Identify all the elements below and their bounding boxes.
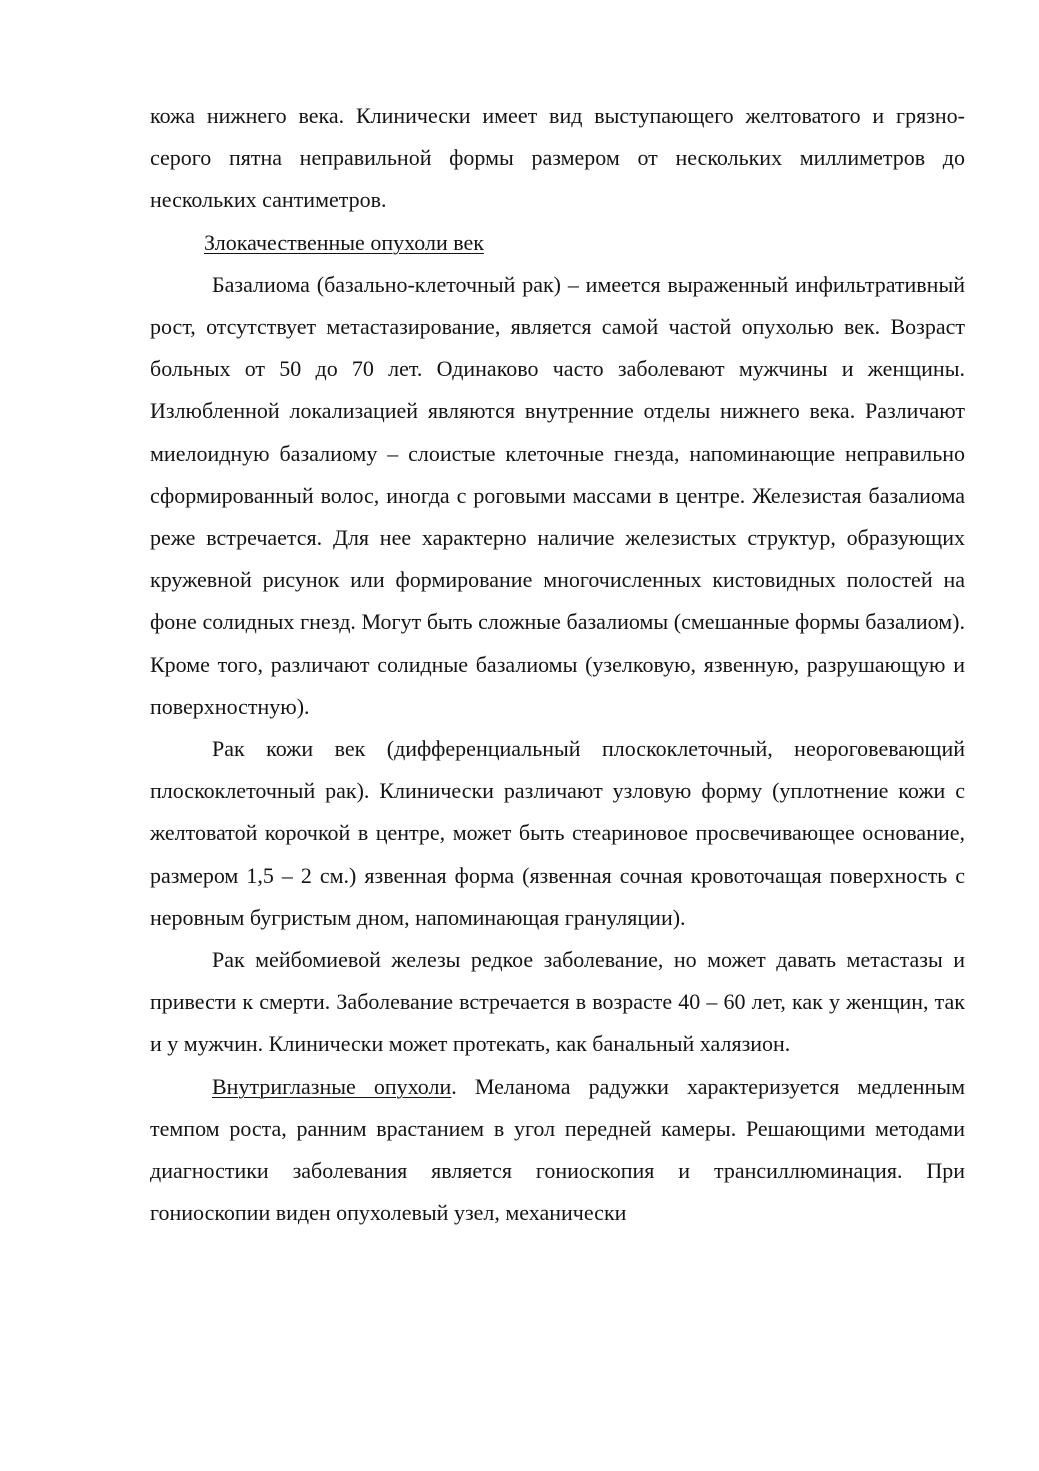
paragraph-meibomian-gland-cancer: Рак мейбомиевой железы редкое заболевание, но может давать метастазы и привести к смерти. Заболевание встречается в возрасте 40 – 60 лет, как у женщин, так и у мужчин. Клинически может протекать, как банальный халязион. [150,947,965,1057]
paragraph-eyelid-skin-cancer: Рак кожи век (дифференциальный плоскоклеточный, неороговевающий плоскоклеточный рак). Клинически различают узловую форму (уплотнение кожи с желтоватой корочкой в центре, может быть стеариновое просвечивающее основание, размером 1,5 – 2 см.) язвенная форма (язвенная сочная кровоточащая поверхность с неровным бугристым дном, напоминающая грануляции). [150,736,965,930]
document-text [150,95,965,1234]
paragraph-intraocular-tumors [150,1066,965,1235]
paragraph-lower-eyelid-continuation: кожа нижнего века. Клинически имеет вид выступающего желтоватого и грязно-серого пятна неправильной формы размером от нескольких миллиметров до нескольких сантиметров. [150,103,965,213]
heading-text: Злокачественные опухоли век [204,229,484,255]
inline-heading-intraocular: Внутриглазные опухоли [212,1073,452,1099]
paragraph-intraocular-text: . Меланома радужки характеризуется медленным темпом роста, ранним врастанием в угол передней камеры. Решающими методами диагностики заболевания является гониоскопия и трансиллюминация. При гониоскопии виден опухолевый узел, механически [150,1073,965,1226]
paragraph-basalioma: Базалиома (базально-клеточный рак) – имеется выраженный инфильтративный рост, отсутствует метастазирование, является самой частой опухолью век. Возраст больных от 50 до 70 лет. Одинаково часто заболевают мужчины и женщины. Излюбленной локализацией являются внутренние отделы нижнего века. Различают миелоидную базалиому – слоистые клеточные гнезда, напоминающие неправильно сформированный волос, иногда с роговыми массами в центре. Железистая базалиома реже встречается. Для нее характерно наличие железистых структур, образующих кружевной рисунок или формирование многочисленных кистовидных полостей на фоне солидных гнезд. Могут быть сложные базалиомы (смешанные формы базалиом). Кроме того, различают солидные базалиомы (узелковую, язвенную, разрушающую и поверхностную). [150,271,965,719]
section-heading-malignant-tumors [150,222,965,264]
